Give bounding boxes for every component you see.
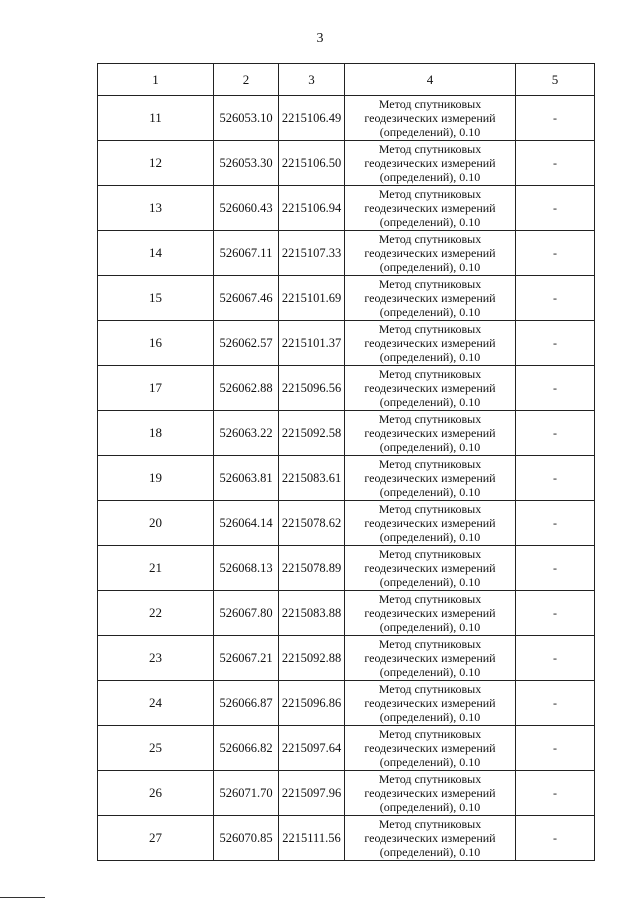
method-cell	[345, 726, 516, 771]
x-coordinate-cell: 526068.13	[214, 546, 279, 591]
method-cell	[345, 96, 516, 141]
method-line: (определений), 0.10	[379, 530, 481, 544]
method-line: (определений), 0.10	[379, 305, 481, 319]
header-col-1: 1	[98, 64, 214, 96]
point-number-cell: 26	[98, 771, 214, 816]
table-row	[98, 141, 595, 186]
method-line: Метод спутниковых	[378, 547, 482, 561]
method-line: (определений), 0.10	[379, 440, 481, 454]
method-line: геодезических измерений	[364, 291, 496, 305]
y-coordinate-cell: 2215097.64	[279, 726, 345, 771]
coordinates-table	[97, 63, 595, 861]
point-number-cell: 14	[98, 231, 214, 276]
point-number-cell: 18	[98, 411, 214, 456]
table-row	[98, 501, 595, 546]
method-line: геодезических измерений	[364, 606, 496, 620]
method-line: геодезических измерений	[364, 651, 496, 665]
method-line: Метод спутниковых	[378, 772, 482, 786]
note-cell: -	[516, 231, 595, 276]
method-line: Метод спутниковых	[378, 637, 482, 651]
note-cell: -	[516, 276, 595, 321]
y-coordinate-cell: 2215101.37	[279, 321, 345, 366]
table-row	[98, 411, 595, 456]
method-line: (определений), 0.10	[379, 170, 481, 184]
method-line: Метод спутниковых	[378, 682, 482, 696]
x-coordinate-cell: 526066.82	[214, 726, 279, 771]
method-cell	[345, 456, 516, 501]
point-number-cell: 21	[98, 546, 214, 591]
note-cell: -	[516, 96, 595, 141]
method-cell	[345, 186, 516, 231]
method-line: Метод спутниковых	[378, 817, 482, 831]
point-number-cell: 27	[98, 816, 214, 861]
method-line: Метод спутниковых	[378, 457, 482, 471]
method-cell	[345, 501, 516, 546]
method-line: геодезических измерений	[364, 786, 496, 800]
method-line: Метод спутниковых	[378, 502, 482, 516]
x-coordinate-cell: 526067.21	[214, 636, 279, 681]
method-line: геодезических измерений	[364, 831, 496, 845]
page-number: 3	[316, 31, 324, 46]
note-cell: -	[516, 366, 595, 411]
method-line: Метод спутниковых	[378, 97, 482, 111]
method-line: геодезических измерений	[364, 246, 496, 260]
point-number-cell: 16	[98, 321, 214, 366]
table-row	[98, 591, 595, 636]
x-coordinate-cell: 526053.10	[214, 96, 279, 141]
point-number-cell: 25	[98, 726, 214, 771]
note-cell: -	[516, 141, 595, 186]
method-line: геодезических измерений	[364, 561, 496, 575]
method-line: геодезических измерений	[364, 336, 496, 350]
method-line: (определений), 0.10	[379, 485, 481, 499]
table-row	[98, 726, 595, 771]
method-cell	[345, 411, 516, 456]
note-cell: -	[516, 456, 595, 501]
point-number-cell: 11	[98, 96, 214, 141]
header-row	[98, 64, 595, 96]
header-col-4: 4	[345, 64, 516, 96]
table-header	[98, 64, 595, 96]
table-row	[98, 186, 595, 231]
method-line: Метод спутниковых	[378, 187, 482, 201]
y-coordinate-cell: 2215097.96	[279, 771, 345, 816]
method-line: (определений), 0.10	[379, 755, 481, 769]
y-coordinate-cell: 2215111.56	[279, 816, 345, 861]
y-coordinate-cell: 2215092.58	[279, 411, 345, 456]
point-number-cell: 20	[98, 501, 214, 546]
note-cell: -	[516, 411, 595, 456]
method-cell	[345, 141, 516, 186]
header-col-3: 3	[279, 64, 345, 96]
note-cell: -	[516, 591, 595, 636]
table-row	[98, 231, 595, 276]
point-number-cell: 19	[98, 456, 214, 501]
table-row	[98, 771, 595, 816]
method-line: Метод спутниковых	[378, 412, 482, 426]
method-cell	[345, 771, 516, 816]
method-line: геодезических измерений	[364, 471, 496, 485]
method-line: геодезических измерений	[364, 201, 496, 215]
x-coordinate-cell: 526062.88	[214, 366, 279, 411]
y-coordinate-cell: 2215106.49	[279, 96, 345, 141]
method-line: (определений), 0.10	[379, 395, 481, 409]
note-cell: -	[516, 771, 595, 816]
method-line: геодезических измерений	[364, 741, 496, 755]
method-line: геодезических измерений	[364, 156, 496, 170]
table-row	[98, 681, 595, 726]
y-coordinate-cell: 2215107.33	[279, 231, 345, 276]
point-number-cell: 17	[98, 366, 214, 411]
x-coordinate-cell: 526070.85	[214, 816, 279, 861]
method-cell	[345, 276, 516, 321]
x-coordinate-cell: 526053.30	[214, 141, 279, 186]
method-line: (определений), 0.10	[379, 260, 481, 274]
x-coordinate-cell: 526066.87	[214, 681, 279, 726]
note-cell: -	[516, 321, 595, 366]
y-coordinate-cell: 2215078.89	[279, 546, 345, 591]
method-line: геодезических измерений	[364, 426, 496, 440]
method-line: Метод спутниковых	[378, 727, 482, 741]
y-coordinate-cell: 2215083.88	[279, 591, 345, 636]
method-line: (определений), 0.10	[379, 665, 481, 679]
x-coordinate-cell: 526063.22	[214, 411, 279, 456]
y-coordinate-cell: 2215092.88	[279, 636, 345, 681]
header-col-5: 5	[516, 64, 595, 96]
method-cell	[345, 546, 516, 591]
method-line: (определений), 0.10	[379, 350, 481, 364]
method-line: геодезических измерений	[364, 111, 496, 125]
note-cell: -	[516, 681, 595, 726]
method-line: (определений), 0.10	[379, 125, 481, 139]
x-coordinate-cell: 526067.46	[214, 276, 279, 321]
method-line: Метод спутниковых	[378, 142, 482, 156]
method-line: (определений), 0.10	[379, 710, 481, 724]
method-line: геодезических измерений	[364, 381, 496, 395]
table-row	[98, 456, 595, 501]
table-row	[98, 636, 595, 681]
x-coordinate-cell: 526067.80	[214, 591, 279, 636]
method-cell	[345, 636, 516, 681]
point-number-cell: 15	[98, 276, 214, 321]
method-line: (определений), 0.10	[379, 620, 481, 634]
point-number-cell: 12	[98, 141, 214, 186]
method-cell	[345, 591, 516, 636]
y-coordinate-cell: 2215101.69	[279, 276, 345, 321]
table-row	[98, 816, 595, 861]
method-line: Метод спутниковых	[378, 367, 482, 381]
table-body	[98, 96, 595, 861]
note-cell: -	[516, 546, 595, 591]
note-cell: -	[516, 501, 595, 546]
y-coordinate-cell: 2215083.61	[279, 456, 345, 501]
method-cell	[345, 681, 516, 726]
note-cell: -	[516, 816, 595, 861]
point-number-cell: 13	[98, 186, 214, 231]
point-number-cell: 23	[98, 636, 214, 681]
y-coordinate-cell: 2215078.62	[279, 501, 345, 546]
method-line: (определений), 0.10	[379, 575, 481, 589]
note-cell: -	[516, 186, 595, 231]
method-cell	[345, 366, 516, 411]
header-col-2: 2	[214, 64, 279, 96]
x-coordinate-cell: 526071.70	[214, 771, 279, 816]
x-coordinate-cell: 526060.43	[214, 186, 279, 231]
x-coordinate-cell: 526063.81	[214, 456, 279, 501]
point-number-cell: 22	[98, 591, 214, 636]
table-row	[98, 366, 595, 411]
note-cell: -	[516, 636, 595, 681]
method-line: (определений), 0.10	[379, 845, 481, 859]
table-row	[98, 96, 595, 141]
method-line: (определений), 0.10	[379, 215, 481, 229]
note-cell: -	[516, 726, 595, 771]
method-line: геодезических измерений	[364, 696, 496, 710]
y-coordinate-cell: 2215106.94	[279, 186, 345, 231]
y-coordinate-cell: 2215096.86	[279, 681, 345, 726]
method-line: Метод спутниковых	[378, 322, 482, 336]
method-cell	[345, 321, 516, 366]
method-line: Метод спутниковых	[378, 232, 482, 246]
method-line: геодезических измерений	[364, 516, 496, 530]
x-coordinate-cell: 526064.14	[214, 501, 279, 546]
table-row	[98, 321, 595, 366]
method-line: Метод спутниковых	[378, 277, 482, 291]
y-coordinate-cell: 2215106.50	[279, 141, 345, 186]
method-cell	[345, 816, 516, 861]
point-number-cell: 24	[98, 681, 214, 726]
y-coordinate-cell: 2215096.56	[279, 366, 345, 411]
x-coordinate-cell: 526067.11	[214, 231, 279, 276]
method-line: (определений), 0.10	[379, 800, 481, 814]
method-cell	[345, 231, 516, 276]
x-coordinate-cell: 526062.57	[214, 321, 279, 366]
footer-rule	[0, 897, 45, 898]
method-line: Метод спутниковых	[378, 592, 482, 606]
table-row	[98, 546, 595, 591]
table-row	[98, 276, 595, 321]
